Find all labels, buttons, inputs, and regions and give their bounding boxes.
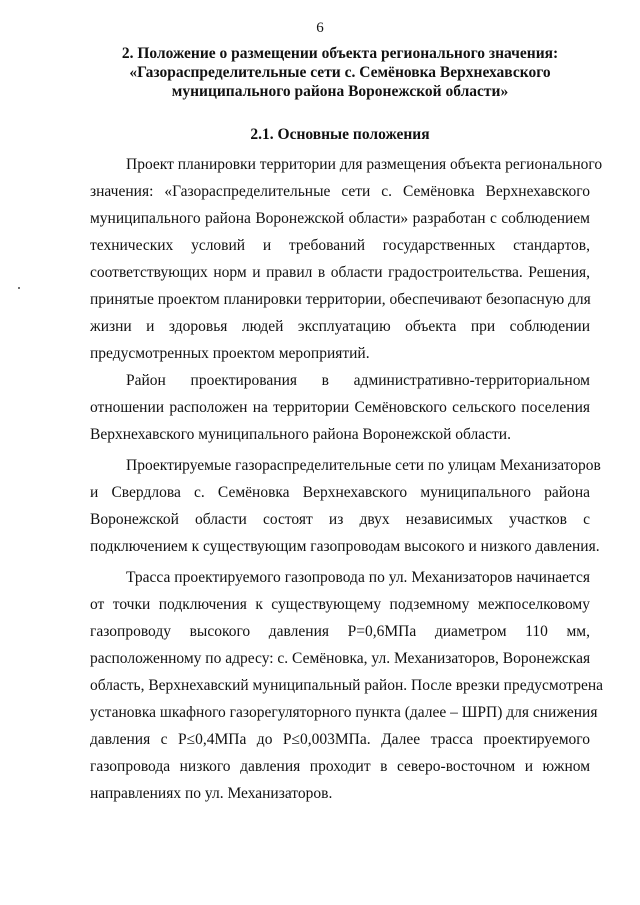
paragraph-line: Верхнехавского муниципального района Воронежской области. xyxy=(90,426,511,443)
section-title xyxy=(90,44,590,101)
paragraph-line: муниципального района Воронежской области» разработан с соблюдением xyxy=(90,210,590,227)
paragraph-line: от точки подключения к существующему подземному межпоселковому xyxy=(90,596,590,613)
page-number: 6 xyxy=(316,20,324,36)
paragraph-line: жизни и здоровья людей эксплуатацию объекта при соблюдении xyxy=(90,318,590,335)
paragraph-line: значения: «Газораспределительные сети с. Семёновка Верхнехавского xyxy=(90,183,590,200)
paragraph-line: предусмотренных проектом мероприятий. xyxy=(90,345,370,362)
paragraph-1 xyxy=(90,151,603,367)
section-title-line: 2. Положение о размещении объекта регионального значения: xyxy=(121,45,559,62)
section-title-line: муниципального района Воронежской области» xyxy=(171,83,509,100)
subsection-title: 2.1. Основные положения xyxy=(250,126,430,143)
paragraph-line: давления с Р≤0,4МПа до Р≤0,003МПа. Далее трасса проектируемого xyxy=(90,731,590,748)
paragraph-4 xyxy=(90,564,604,807)
paragraph-line: Район проектирования в административно-территориальном xyxy=(126,372,590,389)
paragraph-line: подключением к существующим газопроводам высокого и низкого давления. xyxy=(90,538,600,555)
paragraph-line: Воронежской области состоят из двух независимых участков с xyxy=(90,511,590,528)
paragraph-line: соответствующих норм и правил в области градостроительства. Решения, xyxy=(90,264,590,281)
paragraph-line: направлениях по ул. Механизаторов. xyxy=(90,785,333,802)
paragraph-line: технических условий и требований государственных стандартов, xyxy=(90,237,590,254)
paragraph-3 xyxy=(90,452,601,560)
paragraph-line: принятые проектом планировки территории, обеспечивают безопасную для xyxy=(90,291,591,308)
paragraph-line: отношении расположен на территории Семёновского сельского поселения xyxy=(90,399,590,416)
paragraph-line: расположенному по адресу: с. Семёновка, ул. Механизаторов, Воронежская xyxy=(90,650,591,667)
paragraph-line: и Свердлова с. Семёновка Верхнехавского муниципального района xyxy=(90,484,590,501)
paragraph-line: газопровода низкого давления проходит в северо-восточном и южном xyxy=(90,758,590,775)
paragraph-line: Трасса проектируемого газопровода по ул. Механизаторов начинается xyxy=(126,569,590,586)
document-body xyxy=(90,151,604,807)
paragraph-line: установка шкафного газорегуляторного пункта (далее – ШРП) для снижения xyxy=(90,704,598,721)
paragraph-line: область, Верхнехавский муниципальный район. После врезки предусмотрена xyxy=(90,677,604,694)
paragraph-2 xyxy=(90,367,590,448)
paragraph-line: газопроводу высокого давления Р=0,6МПа диаметром 110 мм, xyxy=(90,623,590,640)
section-title-line: «Газораспределительные сети с. Семёновка Верхнехавского xyxy=(129,64,551,81)
paragraph-line: Проектируемые газораспределительные сети по улицам Механизаторов xyxy=(126,457,601,474)
paragraph-line: Проект планировки территории для размещения объекта регионального xyxy=(126,156,603,173)
margin-mark xyxy=(18,287,20,289)
